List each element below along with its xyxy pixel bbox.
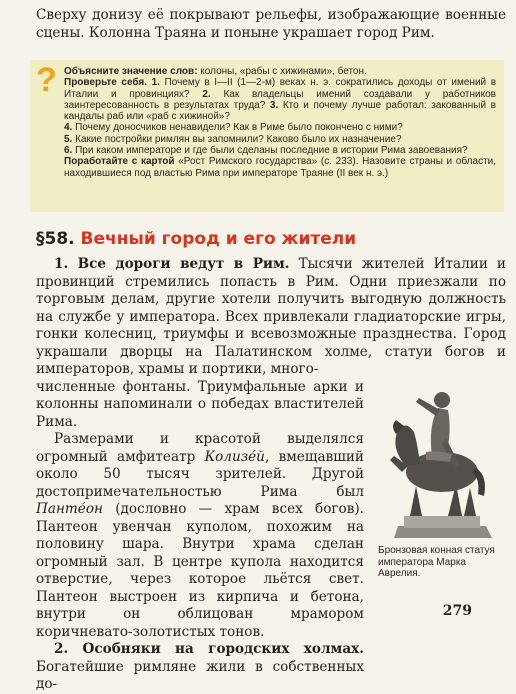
explain-label: Объясните значение слов: bbox=[64, 66, 198, 77]
question-text: Почему в I—II (1—2-м) веках н. э. сократились доходы от имений в Италии и провинциях? bbox=[64, 77, 497, 100]
question-text: При каком императоре и где были сделаны последние в истории Рима завоевания? bbox=[72, 145, 468, 157]
check-label: Проверьте себя. bbox=[64, 77, 148, 89]
map-task bbox=[64, 156, 496, 179]
question-text: Почему доносчиков ненавидели? Как в Риме было покончено с ними? bbox=[72, 122, 403, 134]
paragraph-text: Размерами и красотой выделялся огромный амфитеатр bbox=[36, 431, 364, 465]
paragraph-1-end: численные фонтаны. Триумфальные арки и колонны напоминали о победах властителей Рима. bbox=[36, 378, 364, 430]
paragraph-text: Богатейшие римляне жили в собственных до- bbox=[36, 658, 364, 692]
question-item bbox=[64, 122, 496, 133]
question-text: Как владельцы имений создавали у работников заинтересованность в результатах труда? bbox=[64, 88, 496, 111]
question-item bbox=[64, 145, 496, 156]
intro-paragraph: Сверху донизу её покрывают рельефы, изображающие военные сцены. Колонна Траяна и поныне украшает город Рим. bbox=[36, 7, 506, 41]
paragraph-text: (дословно — храм всех богов). Пантеон увенчан куполом, похожим на половину шара. Внутри храма сделан огромный зал. В центре купола находится отверстие, через которое льётся свет. Пантеон выстроен из кирпича и бетона, внутри он облицован мрамором коричневато-золотистых тонов. bbox=[36, 501, 364, 640]
map-text: «Рост Римского государства» (с. 233). Назовите страны и области, находившиеся под властью Рима при императоре Траяне (II век н. э.) bbox=[64, 156, 497, 179]
page-number: 279 bbox=[442, 603, 472, 619]
term-pantheon: Панте́он bbox=[36, 501, 103, 517]
subsection-title: 2. Особняки на городских холмах. bbox=[54, 641, 364, 657]
question-number: 1. bbox=[151, 77, 160, 89]
question-text: Кто и почему лучше работал: закованный в кандалы раб или «раб с хижиной»? bbox=[64, 99, 496, 123]
section-title: Вечный город и его жители bbox=[80, 229, 357, 249]
questions-box bbox=[30, 60, 504, 212]
paragraph-3 bbox=[36, 641, 364, 694]
equestrian-statue-image bbox=[376, 376, 500, 546]
term-colosseum: Колизе́й bbox=[204, 448, 265, 465]
section-number: §58. bbox=[36, 229, 75, 249]
question-number: 6. bbox=[64, 145, 73, 157]
self-check bbox=[64, 77, 496, 122]
map-label: Поработайте с картой bbox=[64, 156, 175, 168]
paragraph-1 bbox=[36, 256, 506, 379]
question-number: 2. bbox=[202, 88, 211, 100]
section-heading bbox=[36, 228, 506, 250]
question-number: 4. bbox=[64, 122, 73, 134]
paragraph-text: Тысячи жителей Италии и провинций стремились попасть в Рим. Одни приезжали по торговым делам, другие хотели получить выгодную должность на службе у императора. Всех привлекали гладиаторские игры, гонки колесниц, триумфы и всевозможные празднества. Город украшали дворцы на Палатинском холме, статуи богов и императоров, храмы и портики, много- bbox=[36, 256, 506, 377]
question-mark-icon: ? bbox=[36, 61, 57, 99]
explain-text: колоны, «рабы с хижинами», бетон. bbox=[197, 66, 367, 77]
explain-words bbox=[64, 66, 496, 77]
question-text: Какие постройки римлян вы запомнили? Каково было их назначение? bbox=[72, 133, 402, 145]
subsection-title: 1. Все дороги ведут в Рим. bbox=[54, 256, 290, 272]
paragraph-2 bbox=[36, 431, 364, 641]
paragraph-text: , вмещавший около 50 тысяч зрителей. Другой достопримечательностью Рима был bbox=[36, 448, 364, 500]
question-number: 5. bbox=[64, 133, 73, 145]
figure-caption: Бронзовая конная статуя императора Марка Аврелия. bbox=[378, 545, 495, 579]
question-item bbox=[64, 134, 496, 145]
question-number: 3. bbox=[269, 99, 279, 111]
